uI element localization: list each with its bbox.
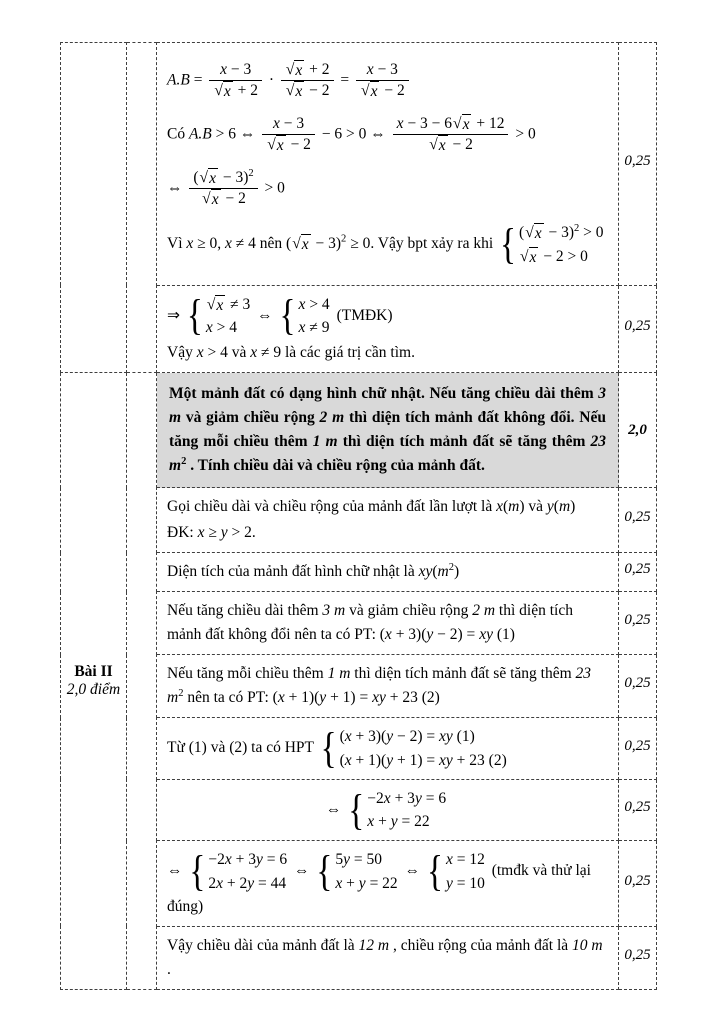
answer-content-cell	[157, 592, 619, 655]
question-points-total: 2,0 điểm	[66, 681, 121, 699]
case-system	[500, 221, 604, 268]
math-var: x	[197, 524, 205, 542]
math-line: ĐK: x ≥ y > 2.	[167, 524, 256, 542]
radical-sign: √	[285, 61, 295, 78]
square-root	[453, 114, 471, 134]
case-line: ( √ x − 3)$^2$ > 0	[519, 223, 604, 243]
math-var: x	[276, 137, 284, 155]
math-var: y	[319, 689, 327, 707]
fraction: x − 3 √ x − 2	[356, 60, 409, 102]
math-var: y	[343, 851, 351, 869]
math-line: ⇔ { −2x + 3y = 6 x + y = 22	[325, 785, 447, 835]
math-line: ⇔ ( √ x − 3)$^2$ √ x − 2 > 0	[167, 167, 285, 208]
answer-content-cell	[157, 926, 619, 989]
left-brace: {	[316, 847, 333, 896]
square-root	[214, 81, 232, 101]
superscript: 2	[181, 456, 187, 468]
math-var: x	[396, 114, 404, 132]
question-label-cell	[61, 373, 127, 990]
square-root	[286, 60, 304, 80]
fraction: x − 3 − 6 √ x + 12 √ x − 2	[393, 114, 509, 156]
math-var: x	[211, 190, 219, 208]
points-cell: 0,25	[619, 655, 657, 718]
math-var: m	[508, 498, 520, 516]
math-var: y	[426, 626, 434, 644]
math-var: x	[534, 225, 542, 243]
left-brace: {	[186, 291, 203, 340]
left-brace: {	[426, 847, 443, 896]
math-var: x	[529, 248, 537, 266]
math-var: 23 m	[167, 665, 592, 707]
math-var: 10 m	[572, 936, 603, 954]
math-var: m	[558, 498, 571, 516]
math-var: 23 m	[169, 433, 607, 475]
math-var: xy	[479, 626, 493, 644]
left-brace: {	[500, 220, 517, 269]
math-line: ⇔ { −2x + 3y = 6 2x + 2y = 44 ⇔ { 5y = 50 x + y = 22 ⇔ { x = 12 y = 10 (tmđk và thử lại đúng)	[167, 847, 591, 915]
left-brace: {	[279, 291, 296, 340]
square-root	[267, 135, 285, 155]
superscript: 2	[341, 233, 347, 245]
math-var: xy	[439, 728, 453, 746]
math-var: 1 m	[312, 433, 338, 451]
math-var: x	[344, 751, 352, 769]
superscript: 2	[574, 223, 580, 235]
left-brace: {	[348, 785, 365, 835]
radical-sign: √	[361, 82, 370, 100]
square-root	[520, 247, 538, 267]
math-var: x	[225, 235, 232, 253]
math-var: x	[496, 498, 503, 516]
radical-sign: √	[202, 189, 211, 207]
math-var: x	[383, 789, 391, 807]
case-system	[316, 848, 397, 895]
case-line: y = 10	[445, 874, 485, 892]
math-var: 3 m	[169, 385, 606, 427]
math-var: x	[344, 728, 352, 746]
math-line: Vì x ≥ 0, x ≠ 4 nên ( √ x − 3)$^2$ ≥ 0. Vậy bpt xảy ra khi { ( √ x − 3)$^2$ > 0 √ x − 2 > 0	[167, 220, 604, 269]
math-line: Gọi chiều dài và chiều rộng của mảnh đất lần lượt là x(m) và y(m)	[167, 498, 576, 516]
case-line: (x + 3)(y − 2) = xy (1)	[339, 728, 475, 746]
math-var: x	[277, 689, 285, 707]
case-line: −2x + 3y = 6	[208, 851, 288, 869]
math-var: x	[298, 295, 306, 313]
math-var: y	[220, 524, 228, 542]
points-cell: 0,25	[619, 488, 657, 553]
answer-content-cell	[157, 373, 619, 488]
math-var: xy	[439, 751, 453, 769]
math-var: A.B	[167, 71, 190, 89]
points-cell: 2,0	[619, 373, 657, 488]
math-var: x	[295, 83, 303, 101]
math-var: x	[462, 115, 470, 133]
answer-content-cell	[157, 718, 619, 780]
case-line: √ x ≠ 3	[206, 295, 251, 314]
superscript: 2	[248, 167, 254, 179]
math-line: Vậy chiều dài của mảnh đất là 12 m , chiều rộng của mảnh đất là 10 m .	[167, 936, 603, 978]
math-var: x	[384, 626, 392, 644]
prev-question-label-cell	[61, 43, 127, 373]
case-system	[280, 293, 330, 340]
radical-sign: √	[520, 247, 529, 265]
math-var: y	[386, 751, 394, 769]
math-var: x	[216, 296, 224, 314]
radical-sign: √	[292, 235, 301, 253]
points-cell: 0,25	[619, 779, 657, 841]
math-var: xy	[372, 689, 386, 707]
case-line: (x + 1)(y + 1) = xy + 23 (2)	[339, 751, 507, 769]
case-line: 2x + 2y = 44	[208, 874, 287, 892]
math-var: y	[445, 874, 453, 892]
math-line: Nếu tăng mỗi chiều thêm 1 m thì diện tích mảnh đất sẽ tăng thêm 23 $m^2$ nên ta có PT: (x + 1)(y + 1) = xy + 23 (2)	[167, 665, 592, 707]
math-line: Từ (1) và (2) ta có HPT { (x + 3)(y − 2) = xy (1) (x + 1)(y + 1) = xy + 23 (2)	[167, 724, 507, 773]
case-line: x = 12	[445, 851, 485, 869]
answer-content-cell	[157, 43, 619, 286]
math-var: m	[437, 563, 449, 581]
math-var: 1 m	[327, 665, 351, 683]
case-system	[427, 848, 485, 895]
superscript: 2	[448, 562, 454, 574]
math-var: y	[386, 728, 394, 746]
fraction: x − 3 √ x + 2	[209, 60, 262, 102]
math-line: Một mảnh đất có dạng hình chữ nhật. Nếu tăng chiều dài thêm 3 m và giảm chiều rộng 2 m thì diện tích mảnh đất không đổi. Nếu tăng mỗi chiều thêm 1 m thì diện tích mảnh đất sẽ tăng thêm 23 $m^2$ . Tính chiều dài và chiều rộng của mảnh đất.	[169, 385, 607, 475]
fraction: √ x + 2 √ x − 2	[281, 60, 334, 102]
math-var: x	[209, 169, 216, 187]
math-var: x	[186, 235, 194, 253]
answer-content-cell	[157, 779, 619, 841]
case-line: √ x − 2 > 0	[520, 247, 588, 266]
left-brace: {	[189, 847, 206, 896]
answer-table-body	[61, 43, 657, 990]
answer-key-table	[60, 42, 657, 990]
math-var: y	[358, 874, 366, 892]
math-var: x	[216, 874, 224, 892]
points-cell: 0,25	[619, 841, 657, 927]
math-var: x	[220, 61, 227, 79]
math-var: x	[224, 851, 232, 869]
case-line: x > 4	[298, 295, 330, 313]
math-var: x	[438, 137, 446, 155]
math-var: x	[196, 344, 204, 362]
points-cell: 0,25	[619, 43, 657, 286]
math-var: x	[295, 62, 303, 79]
points-cell: 0,25	[619, 553, 657, 592]
answer-content-cell	[157, 488, 619, 553]
math-var: y	[247, 874, 255, 892]
math-var: y	[256, 851, 263, 869]
square-root	[429, 135, 447, 155]
math-var: 2 m	[472, 602, 496, 620]
math-var: y	[390, 813, 398, 831]
math-var: x	[370, 83, 378, 101]
answer-content-cell	[157, 655, 619, 718]
radical-sign: √	[206, 295, 216, 313]
math-var: A.B	[188, 125, 212, 143]
case-line: x > 4	[205, 319, 238, 336]
math-var: xy	[418, 563, 433, 581]
case-line: x ≠ 9	[298, 319, 330, 336]
math-line: Vậy x > 4 và x ≠ 9 là các giá trị cần tìm.	[167, 344, 415, 362]
case-line: x + y = 22	[367, 813, 430, 831]
case-system	[321, 725, 507, 772]
math-var: x	[367, 813, 375, 831]
radical-sign: √	[214, 82, 223, 100]
square-root	[207, 295, 225, 315]
math-line: ⇒ { √ x ≠ 3 x > 4 ⇔ { x > 4 x ≠ 9 (TMĐK)	[167, 291, 393, 340]
square-root	[200, 168, 218, 188]
math-var: 2 m	[319, 409, 345, 427]
math-var: x	[298, 319, 306, 336]
case-line: x + y = 22	[335, 874, 398, 892]
points-cell: 0,25	[619, 926, 657, 989]
radical-sign: √	[199, 168, 209, 186]
radical-sign: √	[429, 136, 438, 154]
fraction: x − 3 √ x − 2	[262, 114, 315, 156]
square-root	[292, 234, 310, 254]
case-system	[189, 848, 287, 895]
math-var: x	[366, 61, 374, 79]
math-line: A.B = x − 3 √ x + 2 · √ x + 2 √ x − 2 = x − 3 √ x − 2	[167, 60, 608, 102]
points-cell: 0,25	[619, 285, 657, 373]
math-var: y	[414, 789, 422, 807]
case-line: 5y = 50	[335, 851, 383, 869]
fraction: ( √ x − 3)$^2$ √ x − 2	[189, 168, 257, 210]
points-cell: 0,25	[619, 592, 657, 655]
case-line: −2x + 3y = 6	[367, 789, 447, 807]
case-system	[187, 293, 250, 340]
square-root	[202, 189, 220, 209]
math-line: Có A.B > 6 ⇔ x − 3 √ x − 2 − 6 > 0 ⇔ x − 3 − 6 √ x + 12 √ x − 2 > 0	[167, 114, 536, 155]
radical-sign: √	[267, 136, 276, 154]
answer-content-cell	[157, 285, 619, 373]
points-cell: 0,25	[619, 718, 657, 780]
square-root	[361, 81, 379, 101]
radical-sign: √	[453, 114, 462, 132]
question-title: Bài II	[74, 663, 113, 681]
part-gutter-cell	[127, 43, 157, 373]
math-line: Nếu tăng chiều dài thêm 3 m và giảm chiều rộng 2 m thì diện tích mảnh đất không đổi nên ta có PT: (x + 3)(y − 2) = xy (1)	[167, 602, 573, 644]
math-var: 12 m	[358, 936, 390, 954]
square-root	[286, 81, 304, 101]
radical-sign: √	[285, 82, 295, 100]
square-root	[525, 223, 543, 243]
radical-sign: √	[525, 224, 534, 242]
left-brace: {	[320, 724, 337, 773]
math-var: x	[205, 319, 213, 336]
superscript: 2	[178, 688, 184, 700]
math-var: x	[273, 114, 280, 132]
math-var: x	[223, 83, 231, 101]
case-system	[348, 787, 446, 834]
part-gutter-cell	[127, 373, 157, 990]
math-var: x	[301, 236, 309, 254]
answer-content-cell	[157, 553, 619, 592]
math-var: x	[335, 874, 343, 892]
math-var: x	[250, 344, 258, 362]
math-var: y	[546, 498, 554, 516]
math-var: 3 m	[322, 602, 346, 620]
answer-content-cell	[157, 841, 619, 927]
math-line: Diện tích của mảnh đất hình chữ nhật là $xy(m^2)$	[167, 562, 460, 581]
math-var: x	[445, 851, 453, 869]
